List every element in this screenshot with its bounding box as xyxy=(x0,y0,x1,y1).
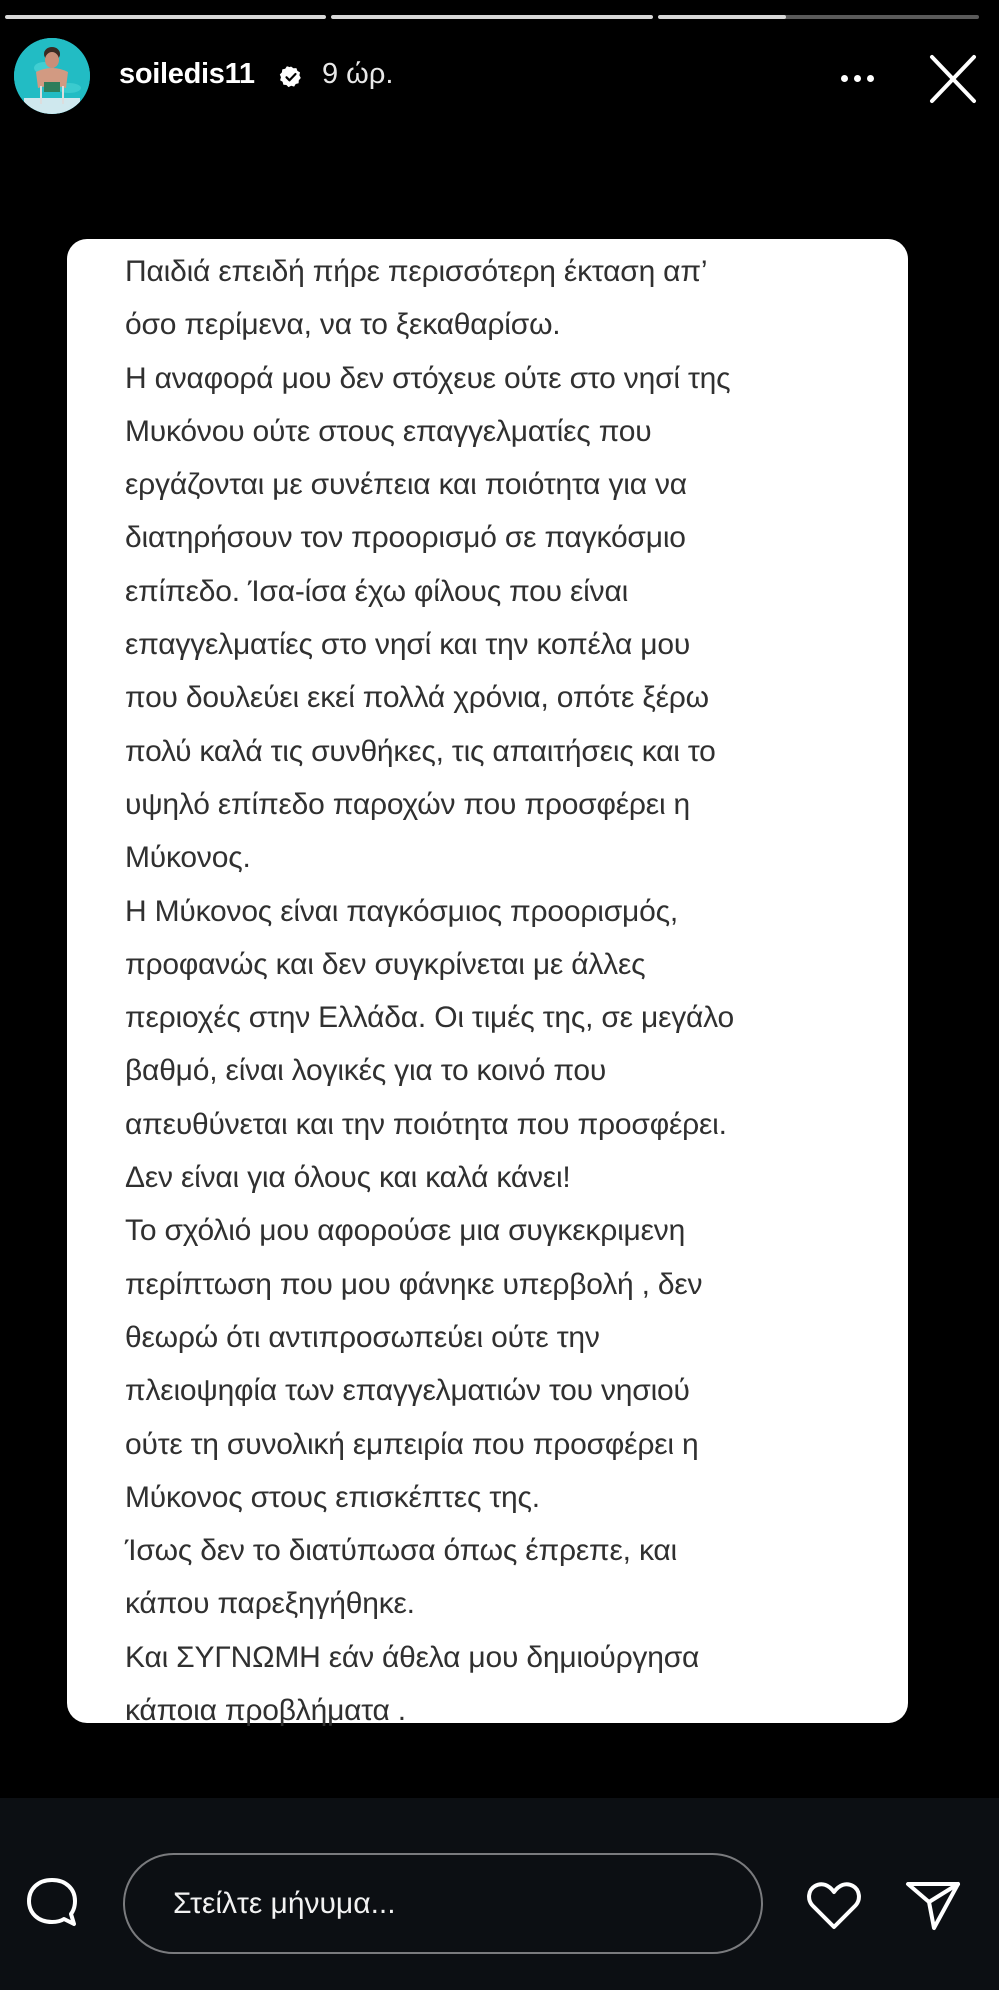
avatar-photo-icon xyxy=(14,38,90,114)
story-text-line: Το σχόλιό μου αφορούσε μια συγκεκριμενη xyxy=(125,1214,686,1248)
story-text-line: Και ΣΥΓΝΩΜΗ εάν άθελα μου δημιούργησα xyxy=(125,1640,700,1674)
story-text-line: όσο περίμενα, να το ξεκαθαρίσω. xyxy=(125,308,561,342)
story-text-line: Μυκόνου ούτε στους επαγγελματίες που xyxy=(125,414,652,448)
story-text-line: ούτε τη συνολική εμπειρία που προσφέρει η xyxy=(125,1427,699,1461)
verified-badge-icon xyxy=(279,65,303,89)
progress-segment-1 xyxy=(5,15,326,19)
story-text-line: περιοχές στην Ελλάδα. Οι τιμές της, σε μεγάλο xyxy=(125,1001,735,1035)
story-reply-bar xyxy=(0,1798,999,1990)
story-text-line: Παιδιά επειδή πήρε περισσότερη έκταση απ’ xyxy=(125,255,708,288)
story-text-line: εργάζονται με συνέπεια και ποιότητα για να xyxy=(125,468,687,502)
story-text-line: διατηρήσουν τον προορισμό σε παγκόσμιο xyxy=(125,521,686,555)
story-header xyxy=(0,36,999,116)
more-horizontal-icon-dot xyxy=(841,75,848,82)
story-text-line: Μύκονος στους επισκέπτες της. xyxy=(125,1480,540,1514)
message-input[interactable] xyxy=(123,1853,763,1954)
post-time: 9 ώρ. xyxy=(322,58,394,90)
close-icon[interactable] xyxy=(924,53,980,109)
story-progress-bar xyxy=(5,15,979,19)
progress-fill-2 xyxy=(331,15,652,19)
comment-bubble-icon[interactable] xyxy=(24,1876,80,1930)
send-paper-plane-icon[interactable] xyxy=(904,1878,962,1932)
story-text-line: επίπεδο. Ίσα-ίσα έχω φίλους που είναι xyxy=(125,574,629,608)
story-text-line: Ίσως δεν το διατύπωσα όπως έπρεπε, και xyxy=(125,1534,677,1568)
story-text-card xyxy=(67,239,908,1728)
story-text-line: βαθμό, είναι λογικές για το κοινό που xyxy=(125,1054,607,1088)
username[interactable]: soiledis11 xyxy=(119,58,255,90)
more-horizontal-icon-dot xyxy=(867,75,874,82)
more-options-button[interactable] xyxy=(832,58,882,98)
progress-segment-3 xyxy=(658,15,979,19)
story-text-line: περίπτωση που μου φάνηκε υπερβολή , δεν xyxy=(125,1267,703,1301)
story-text-line: πολύ καλά τις συνθήκες, τις απαιτήσεις και το xyxy=(125,734,716,768)
story-text-line: Η Μύκονος είναι παγκόσμιος προορισμός, xyxy=(125,894,678,928)
story-text-line: απευθύνεται και την ποιότητα που προσφέρει. xyxy=(125,1107,727,1141)
story-text-line: προφανώς και δεν συγκρίνεται με άλλες xyxy=(125,947,646,981)
story-text-line: Δεν είναι για όλους και καλά κάνει! xyxy=(125,1161,571,1195)
story-text-line: πλειοψηφία των επαγγελματιών του νησιού xyxy=(125,1374,690,1408)
story-text-line: κάπου παρεξηγήθηκε. xyxy=(125,1587,415,1621)
progress-fill-1 xyxy=(5,15,326,19)
story-text-line: θεωρώ ότι αντιπροσωπεύει ούτε την xyxy=(125,1320,600,1354)
story-text-line: που δουλεύει εκεί πολλά χρόνια, οπότε ξέρω xyxy=(125,681,709,715)
progress-fill-3 xyxy=(658,15,787,19)
story-text-line: υψηλό επίπεδο παροχών που προσφέρει η xyxy=(125,787,691,821)
progress-segment-2 xyxy=(331,15,652,19)
story-text-line: κάποια προβλήματα . xyxy=(125,1694,406,1728)
story-text-line: Μύκονος. xyxy=(125,841,251,875)
more-horizontal-icon-dot xyxy=(854,75,861,82)
story-text-line: επαγγελματίες στο νησί και την κοπέλα μου xyxy=(125,628,691,662)
avatar[interactable] xyxy=(14,38,90,114)
heart-icon[interactable] xyxy=(804,1878,864,1932)
story-text-line: Η αναφορά μου δεν στόχευε ούτε στο νησί της xyxy=(125,361,731,395)
